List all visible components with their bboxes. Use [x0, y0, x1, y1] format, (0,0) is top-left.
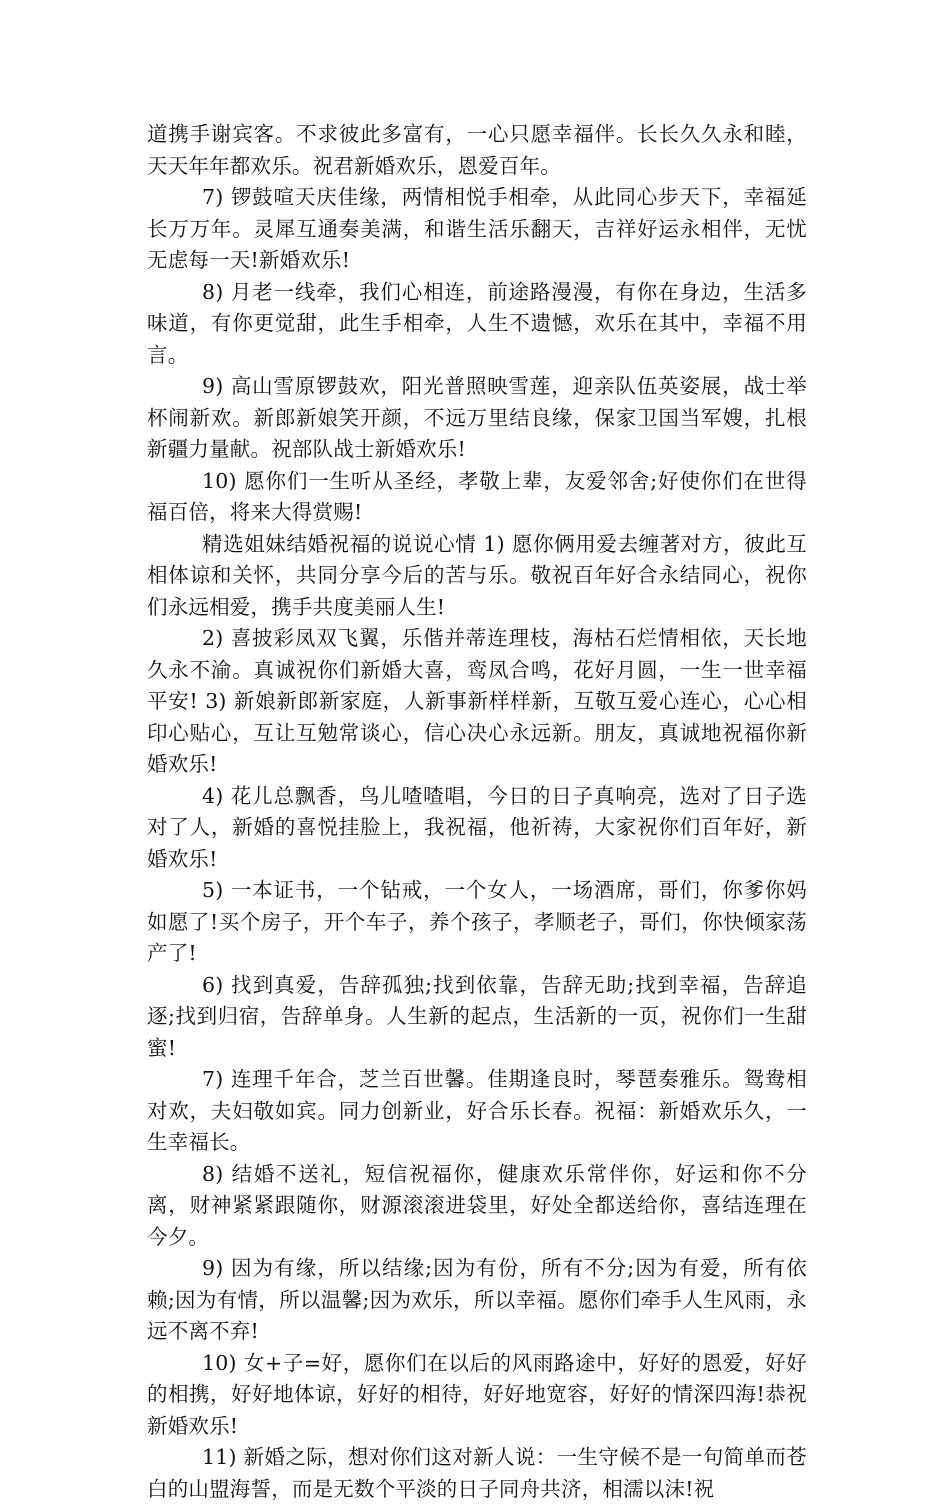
paragraph-sisters-wish-9: 9) 因为有缘，所以结缘;因为有份，所有不分;因为有爱，所有依赖;因为有情，所以温馨;因为欢乐，所以幸福。愿你们牵手人生风雨，永远不离不弃! — [147, 1256, 807, 1343]
paragraph-sisters-wish-2-3: 2) 喜披彩凤双飞翼，乐偕并蒂连理枝，海枯石烂情相依，天长地久永不渝。真诚祝你们新婚大喜，鸾凤合鸣，花好月圆，一生一世幸福平安! 3) 新娘新郎新家庭，人新事新样样新，互敬互爱心连心，心心相印心贴心，互让互勉常谈心，信心决心永远新。朋友，真诚地祝福你新婚欢乐! — [147, 626, 807, 776]
paragraph-sisters-wish-4: 4) 花儿总飘香，鸟儿喳喳唱，今日的日子真响亮，选对了日子选对了人，新婚的喜悦挂脸上，我祝福，他祈祷，大家祝你们百年好，新婚欢乐! — [147, 783, 807, 871]
document-body — [147, 119, 807, 1505]
paragraph-sisters-wish-10: 10) 女+子=好，愿你们在以后的风雨路途中，好好的恩爱，好好的相携，好好地体谅，好好的相待，好好地宽容，好好的情深四海!恭祝新婚欢乐! — [147, 1350, 807, 1438]
paragraph-wish-10: 10) 愿你们一生听从圣经，孝敬上辈，友爱邻舍;好使你们在世得福百倍，将来大得赏赐! — [147, 468, 807, 524]
paragraph-wish-9: 9) 高山雪原锣鼓欢，阳光普照映雪莲，迎亲队伍英姿展，战士举杯闹新欢。新郎新娘笑开颜，不远万里结良缘，保家卫国当军嫂，扎根新疆力量献。祝部队战士新婚欢乐! — [147, 374, 807, 461]
paragraph-continuation: 道携手谢宾客。不求彼此多富有，一心只愿幸福伴。长长久久永和睦，天天年年都欢乐。祝君新婚欢乐，恩爱百年。 — [147, 122, 807, 178]
paragraph-sisters-wish-7: 7) 连理千年合，芝兰百世馨。佳期逢良时，琴琶奏雅乐。鸳鸯相对欢，夫妇敬如宾。同力创新业，好合乐长春。祝福：新婚欢乐久，一生幸福长。 — [147, 1067, 807, 1154]
paragraph-wish-7: 7) 锣鼓喧天庆佳缘，两情相悦手相牵，从此同心步天下，幸福延长万万年。灵犀互通奏美满，和谐生活乐翻天，吉祥好运永相伴，无忧无虑每一天!新婚欢乐! — [147, 185, 807, 272]
paragraph-sisters-wish-11: 11) 新婚之际，想对你们这对新人说：一生守候不是一句简单而苍白的山盟海誓，而是无数个平淡的日子同舟共济，相濡以沫!祝 — [147, 1445, 807, 1501]
paragraph-sisters-wish-1: 精选姐妹结婚祝福的说说心情 1) 愿你俩用爱去缠著对方，彼此互相体谅和关怀，共同分享今后的苦与乐。敬祝百年好合永结同心，祝你们永远相爱，携手共度美丽人生! — [147, 531, 807, 619]
paragraph-sisters-wish-6: 6) 找到真爱，告辞孤独;找到依靠，告辞无助;找到幸福，告辞追逐;找到归宿，告辞单身。人生新的起点，生活新的一页，祝你们一生甜蜜! — [147, 972, 807, 1060]
paragraph-sisters-wish-5: 5) 一本证书，一个钻戒，一个女人，一场酒席，哥们，你爹你妈如愿了!买个房子，开个车子，养个孩子，孝顺老子，哥们，你快倾家荡产了! — [147, 878, 807, 965]
paragraph-wish-8: 8) 月老一线牵，我们心相连，前途路漫漫，有你在身边，生活多味道，有你更觉甜，此生手相牵，人生不遗憾，欢乐在其中，幸福不用言。 — [147, 279, 807, 367]
paragraph-sisters-wish-8: 8) 结婚不送礼，短信祝福你，健康欢乐常伴你，好运和你不分离，财神紧紧跟随你，财源滚滚进袋里，好处全都送给你，喜结连理在今夕。 — [147, 1161, 807, 1249]
